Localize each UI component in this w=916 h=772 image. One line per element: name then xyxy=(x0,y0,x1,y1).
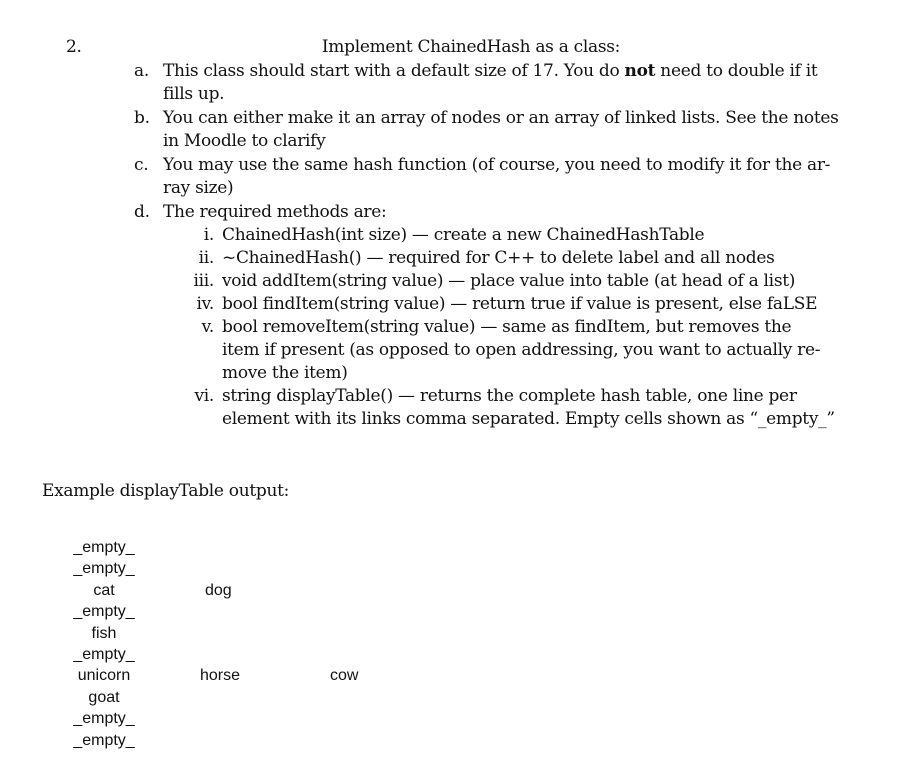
example-heading: Example displayTable output: xyxy=(42,481,290,501)
method-v xyxy=(192,316,835,385)
method-iii-line-1: void addItem(string value) — place value into table (at head of a list) xyxy=(222,271,796,291)
method-iv-text xyxy=(214,293,817,316)
item-d-marker: d. xyxy=(134,202,150,222)
item-b-marker: b. xyxy=(134,108,150,128)
method-v-line-2: item if present (as opposed to open addressing, you want to actually re- xyxy=(222,340,821,360)
item-c-line-2: ray size) xyxy=(163,178,234,198)
item-b-text xyxy=(163,107,839,153)
method-vi-line-2: element with its links comma separated. Empty cells shown as “_empty_” xyxy=(222,409,835,429)
method-ii-line-1: ~ChainedHash() — required for C++ to delete label and all nodes xyxy=(222,248,775,268)
item-b-line-2: in Moodle to clarify xyxy=(163,131,326,151)
method-v-text xyxy=(214,316,820,385)
item-a-line-2: fills up. xyxy=(163,84,225,104)
question-number: 2. xyxy=(66,37,82,57)
output-row-6-cell-2: cow xyxy=(330,667,359,684)
item-b-line-1: You can either make it an array of nodes or an array of linked lists. See the notes xyxy=(163,108,839,128)
method-v-marker: v. xyxy=(201,317,214,337)
method-iv-marker: iv. xyxy=(196,294,214,314)
item-d-line-1: The required methods are: xyxy=(163,202,387,222)
output-row-3-cell-0: _empty_ xyxy=(73,603,135,621)
output-row-5-cell-0: _empty_ xyxy=(73,645,135,663)
method-ii-marker: ii. xyxy=(198,248,214,268)
item-a-line-1-part-1: This class should start with a default size of 17. You do xyxy=(163,61,625,81)
method-i xyxy=(192,224,835,247)
method-v-line-1: bool removeItem(string value) — same as findItem, but removes the xyxy=(222,317,792,337)
item-a-bold-not: not xyxy=(624,61,656,81)
method-i-marker: i. xyxy=(203,225,214,245)
methods-list xyxy=(192,224,835,431)
method-iv-line-1: bool findItem(string value) — return true if value is present, else faLSE xyxy=(222,294,818,314)
method-vi-line-1: string displayTable() — returns the complete hash table, one line per xyxy=(222,386,797,406)
output-row-9-cell-0: _empty_ xyxy=(73,731,135,749)
method-vi-text xyxy=(214,385,835,431)
question-title: Implement ChainedHash as a class: xyxy=(321,37,621,57)
output-row-8-cell-0: _empty_ xyxy=(73,710,135,728)
output-row-2-cell-1: dog xyxy=(205,582,232,599)
item-a-line-1 xyxy=(163,60,817,83)
method-iii xyxy=(192,270,835,293)
method-v-line-3: move the item) xyxy=(222,363,348,383)
method-iii-text xyxy=(214,270,795,293)
method-ii xyxy=(192,247,835,270)
output-row-4-cell-0: fish xyxy=(91,624,117,642)
output-row-6-cell-1: horse xyxy=(200,667,241,684)
output-row-7-cell-0: goat xyxy=(88,688,120,706)
method-ii-text xyxy=(214,247,775,270)
method-vi-marker: vi. xyxy=(194,386,214,406)
method-iii-marker: iii. xyxy=(193,271,214,291)
output-row-0-cell-0: _empty_ xyxy=(73,539,135,556)
output-row-6-cell-0: unicorn xyxy=(77,667,131,685)
output-row-1-cell-0: _empty_ xyxy=(73,560,135,578)
item-c-line-1: You may use the same hash function (of course, you need to modify it for the ar- xyxy=(163,155,831,175)
item-a-line-1-part-3: need to double if it xyxy=(655,61,818,81)
method-iv xyxy=(192,293,835,316)
method-vi xyxy=(192,385,835,431)
example-output-column-1 xyxy=(60,537,148,751)
method-i-line-1: ChainedHash(int size) — create a new ChainedHashTable xyxy=(222,225,705,245)
item-c-text xyxy=(163,154,830,200)
item-a-marker: a. xyxy=(134,61,149,81)
item-c-marker: c. xyxy=(134,155,149,175)
item-a-text xyxy=(163,60,817,106)
method-i-text xyxy=(214,224,704,247)
output-row-2-cell-0: cat xyxy=(93,581,115,599)
item-d-text xyxy=(163,201,386,224)
